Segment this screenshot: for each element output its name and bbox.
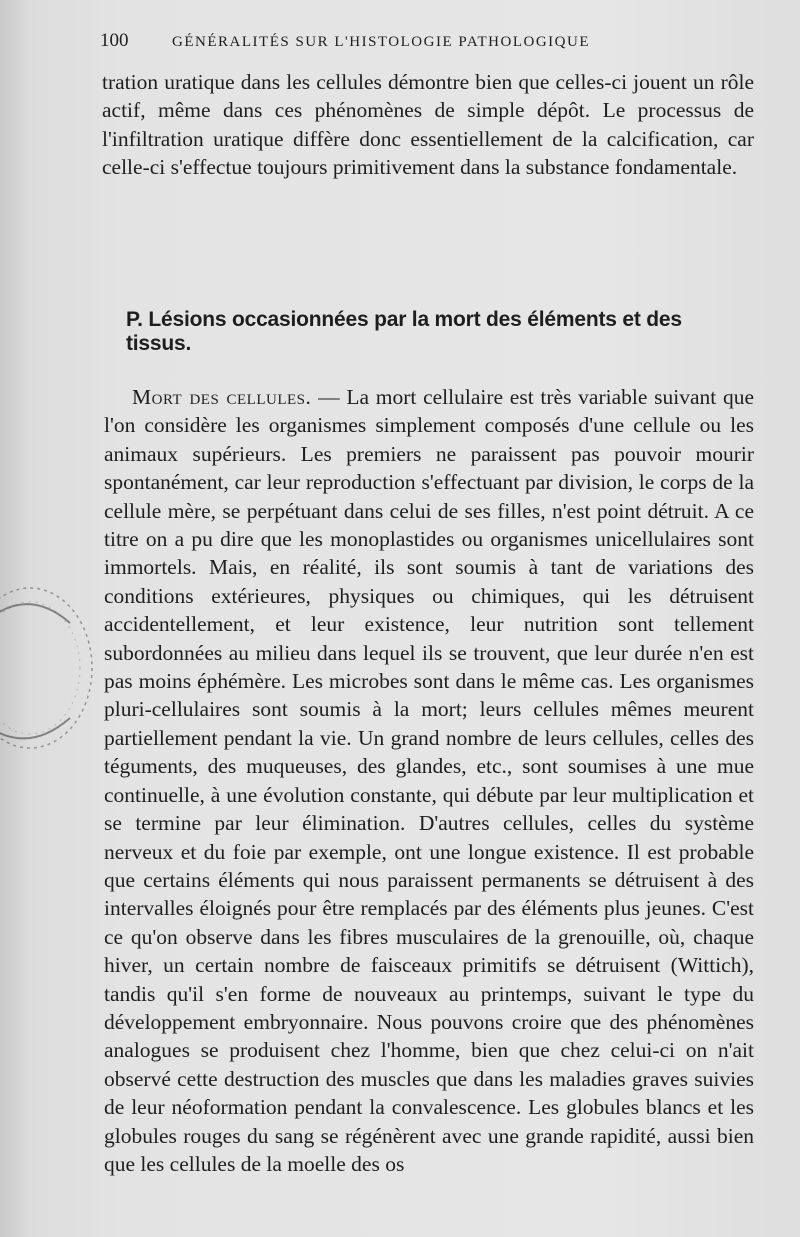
library-stamp-mark bbox=[0, 578, 100, 758]
page-number: 100 bbox=[100, 30, 129, 51]
paragraph-mort-des-cellules bbox=[104, 383, 754, 1178]
running-title: GÉNÉRALITÉS SUR L'HISTOLOGIE PATHOLOGIQUE bbox=[172, 34, 590, 50]
paragraph-continuation bbox=[102, 68, 754, 182]
section-heading: P. Lésions occasionnées par la mort des éléments et des tissus. bbox=[126, 308, 682, 355]
run-in-title: Mort des cellules. bbox=[132, 385, 312, 409]
paragraph-body: — La mort cellulaire est très variable suivant que l'on considère les organismes simplement composés d'une cellule ou les animaux supérieurs. Les premiers ne paraissent pas pouvoir mourir spontanément, car leur reproduction s'effectuant par division, le corps de la cellule mère, se perpétuant dans celui de ses filles, n'est point détruit. A ce titre on a pu dire que les monoplastides ou organismes unicellulaires sont immortels. Mais, en réalité, ils sont soumis à tant de variations des conditions extérieures, physiques ou chimiques, qui les détruisent accidentellement, et leur existence, leur nutrition sont tellement subordonnées au milieu dans lequel ils se trouvent, que leur durée n'en est pas moins éphémère. Les microbes sont dans le même cas. Les organismes pluri-cellulaires sont soumis à la mort; leurs cellules mêmes meurent partiellement pendant la vie. Un grand nombre de leurs cellules, celles des téguments, des muqueuses, des glandes, etc., sont soumises à une mue continuelle, à une évolution constante, qui débute par leur multiplication et se termine par leur élimination. D'autres cellules, celles du système nerveux et du foie par exemple, ont une longue existence. Il est probable que certains éléments qui nous paraissent permanents se détruisent à des intervalles éloignés pour être remplacés par des éléments plus jeunes. C'est ce qu'on observe dans les fibres musculaires de la grenouille, où, chaque hiver, un certain nombre de faisceaux primitifs se détruisent (Wittich), tandis qu'il s'en forme de nouveaux au printemps, suivant le type du développement embryonnaire. Nous pouvons croire que des phénomènes analogues se produisent chez l'homme, bien que chez celui-ci on n'ait observé cette destruction des muscles que dans les maladies graves suivies de leur néoformation pendant la convalescence. Les globules blancs et les globules rouges du sang se régénèrent avec une grande rapidité, aussi bien que les cellules de la moelle des os bbox=[104, 385, 755, 1176]
paragraph-text: tration uratique dans les cellules démontre bien que celles-ci jouent un rôle actif, même dans ces phénomènes de simple dépôt. Le processus de l'infiltration uratique diffère donc essentiellement de la calcification, car celle-ci s'effectue toujours primitivement dans la substance fondamentale. bbox=[102, 70, 754, 180]
paragraph-text bbox=[104, 383, 754, 1178]
running-header bbox=[100, 30, 740, 52]
